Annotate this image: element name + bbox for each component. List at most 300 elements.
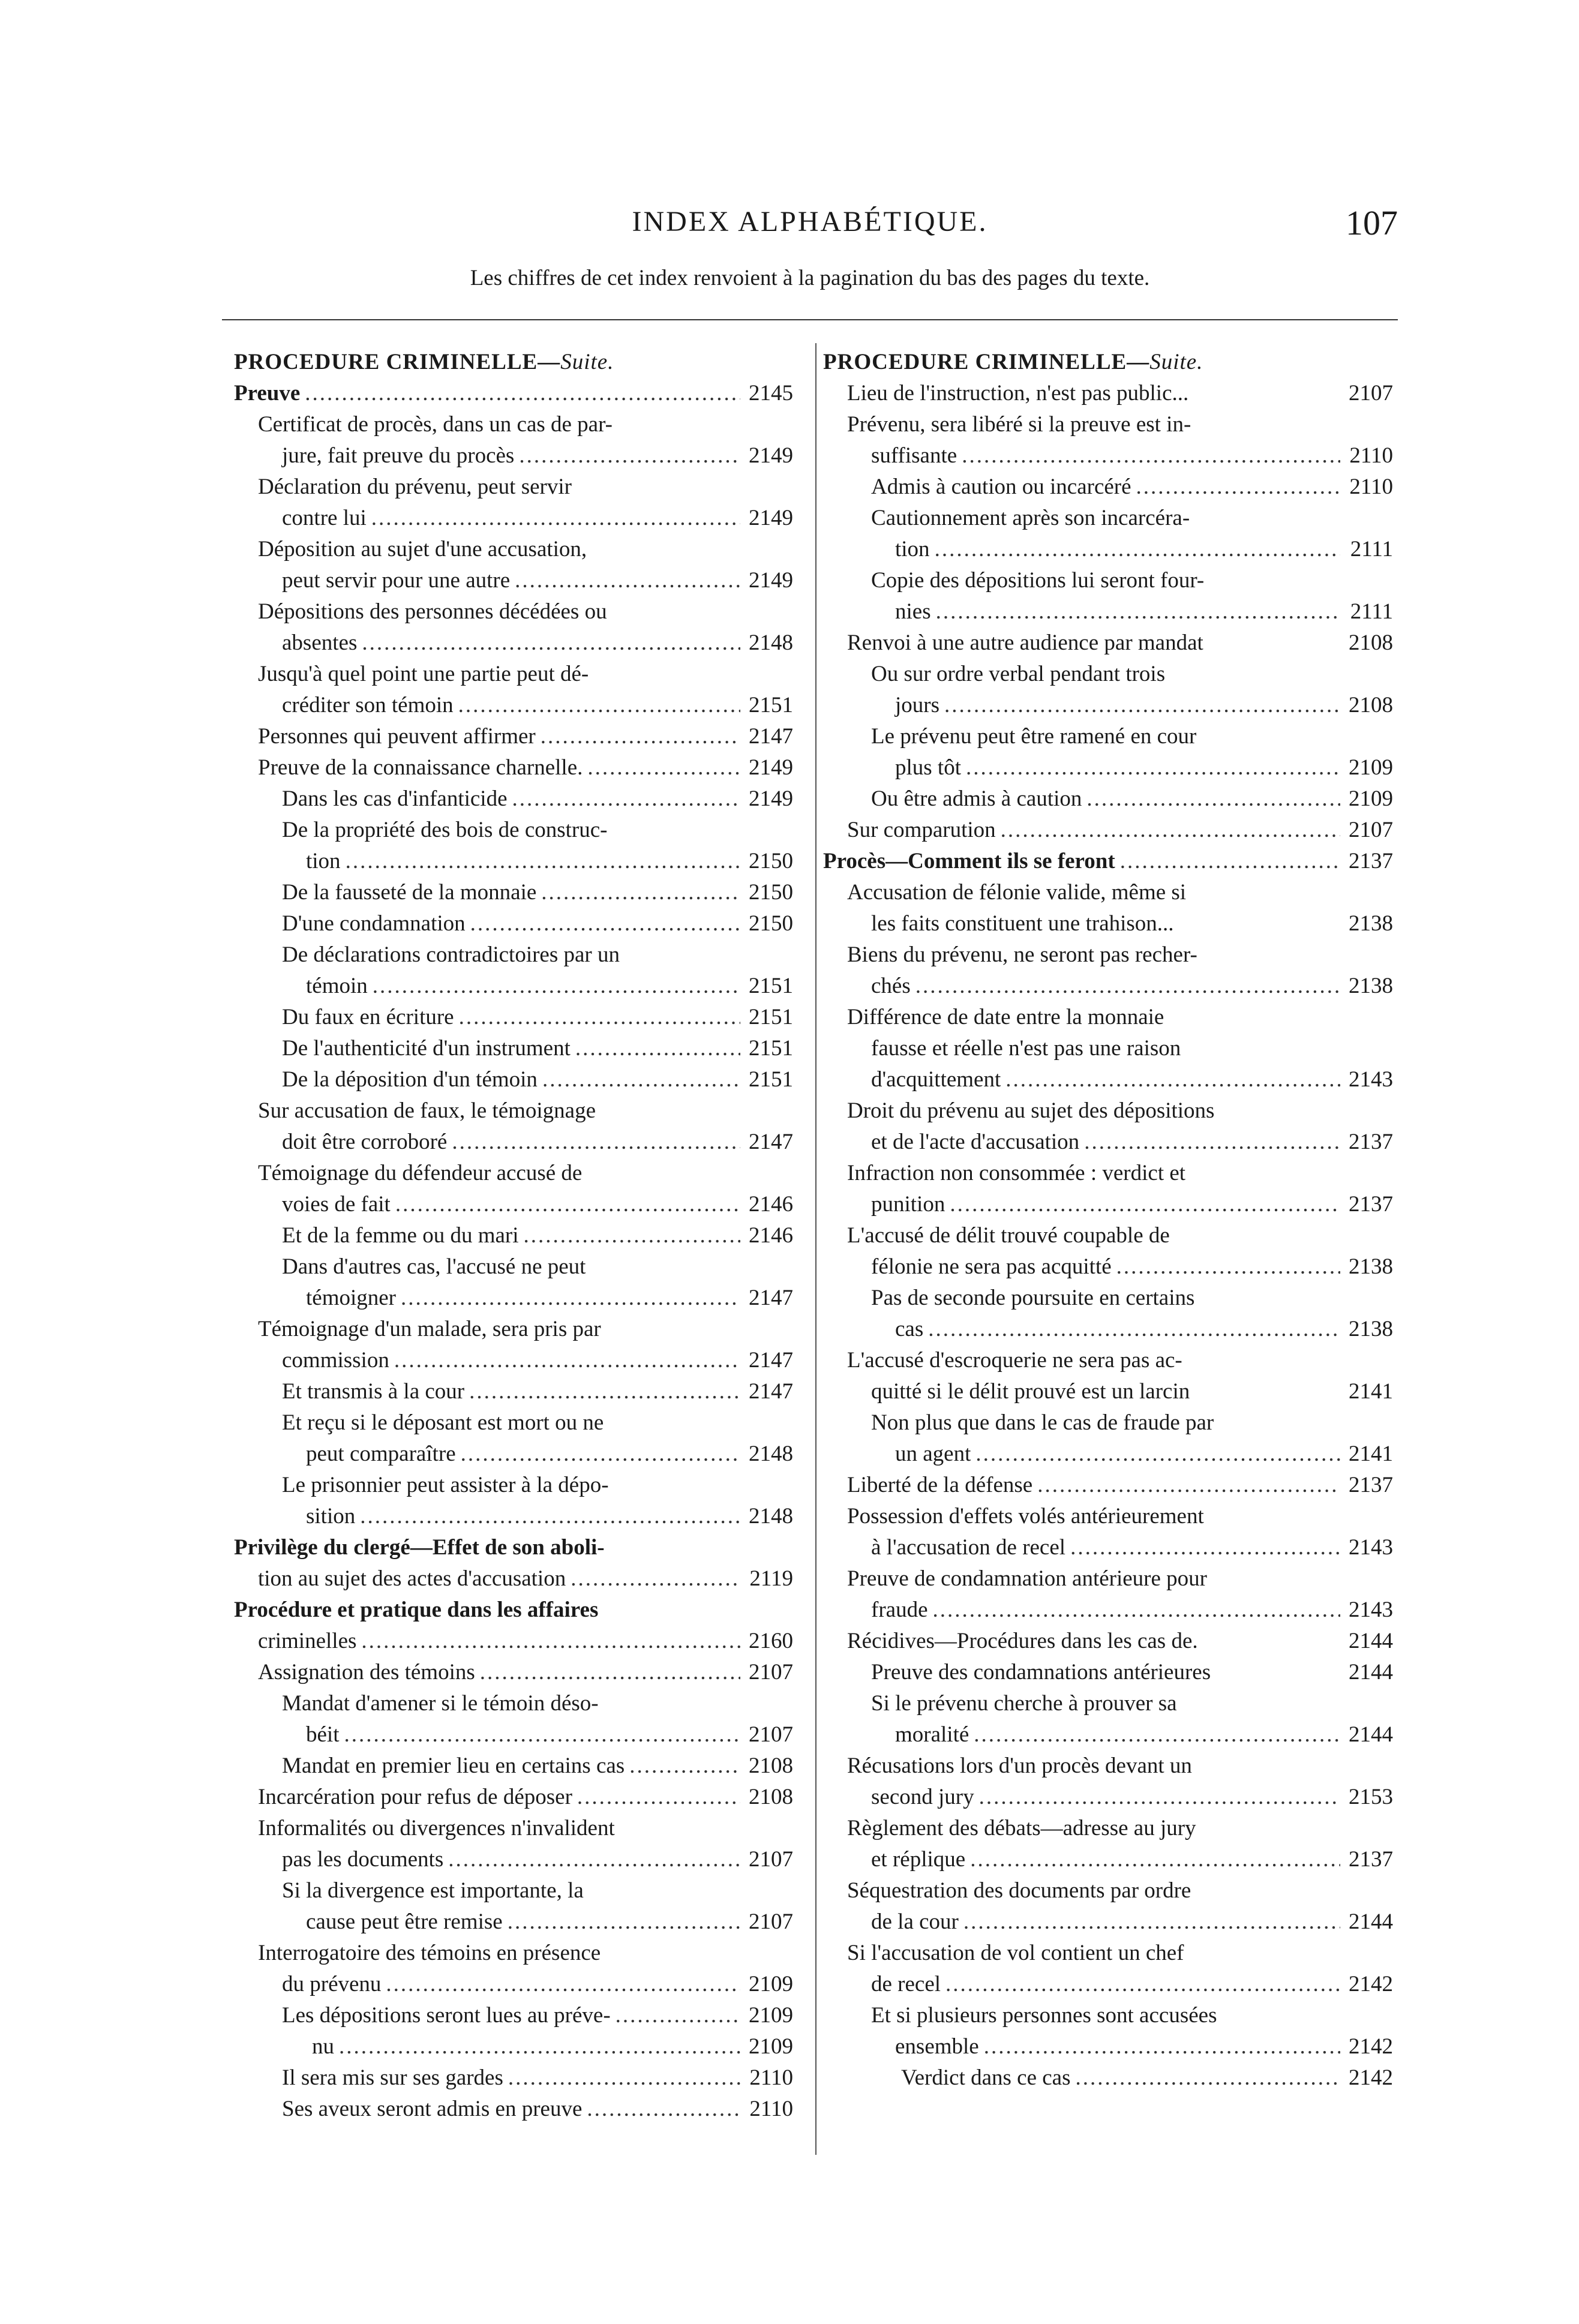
index-note: Les chiffres de cet index renvoient à la pagination du bas des pages du texte. [470,266,1150,290]
entry-line [823,1813,1393,1844]
page-reference: 2110 [749,2065,793,2090]
entry-text: chés [871,974,911,998]
entry-text: Du faux en écriture [282,1005,454,1029]
page-reference: 2149 [749,568,793,593]
index-entry [234,2062,793,2094]
entry-line [823,939,1393,971]
index-entry [234,783,793,815]
leader-dots [458,690,740,721]
entry-text: Si le prévenu cherche à prouver sa [871,1691,1177,1716]
entry-text: Renvoi à une autre audience par mandat [847,630,1203,655]
index-entry [823,1470,1393,1501]
entry-line [234,2094,793,2125]
entry-text: Accusation de félonie valide, même si [847,880,1187,905]
page-reference: 2144 [1349,1660,1393,1685]
index-entry [823,815,1393,846]
entry-text: Admis à caution ou incarcéré [871,475,1131,499]
entry-line [823,877,1393,908]
entry-line [234,409,793,440]
entry-text: Et si plusieurs personnes sont accusées [871,2003,1217,2028]
page-reference: 2137 [1349,1847,1393,1872]
entry-line [234,1407,793,1439]
right-entries [823,378,1393,2094]
entry-text: Différence de date entre la monnaie [847,1005,1164,1029]
leader-dots [461,1439,740,1470]
index-entry [234,1407,793,1470]
entry-line [823,1283,1393,1314]
entry-text: De la propriété des bois de construc- [282,818,608,842]
leader-dots [395,1189,740,1220]
entry-text: Assignation des témoins [258,1660,475,1685]
entry-line [823,2062,1393,2094]
entry-text: et réplique [871,1847,966,1872]
index-entry [234,1251,793,1314]
page-reference: 2142 [1349,2034,1393,2059]
entry-line [234,1501,793,1532]
index-entry [823,1938,1393,2000]
page-reference: 2141 [1349,1379,1393,1404]
leader-dots [1116,1251,1340,1283]
entry-text: béit [306,1722,340,1747]
entry-line [823,1750,1393,1782]
entry-text: jure, fait preuve du procès [282,443,515,468]
entry-text: L'accusé de délit trouvé coupable de [847,1223,1170,1248]
entry-text: Si la divergence est importante, la [282,1878,584,1903]
entry-line [234,534,793,565]
entry-text: Sur accusation de faux, le témoignage [258,1098,596,1123]
entry-text: Procédure et pratique dans les affaires [234,1598,599,1622]
leader-dots [963,1906,1340,1938]
entry-line [823,2031,1393,2062]
entry-line [823,1127,1393,1158]
entry-text: Dans d'autres cas, l'accusé ne peut [282,1254,586,1279]
index-entry [823,1407,1393,1470]
page-reference: 2149 [749,755,793,780]
entry-line [234,1626,793,1657]
page-reference: 2137 [1349,849,1393,873]
entry-line [234,908,793,939]
entry-text: Procès—Comment ils se feront [823,849,1115,873]
entry-line [823,1095,1393,1127]
leader-dots [480,1657,740,1688]
entry-line [823,752,1393,783]
entry-text: de la cour [871,1909,959,1934]
entry-line [823,1158,1393,1189]
entry-line [823,1501,1393,1532]
entry-text: punition [871,1192,945,1217]
entry-text: D'une condamnation [282,911,466,936]
index-entry [823,378,1393,409]
entry-text: Cautionnement après son incarcéra- [871,506,1190,530]
page-reference: 2137 [1349,1192,1393,1217]
page-reference: 2147 [749,1348,793,1373]
leader-dots [1086,783,1340,815]
leader-dots [305,378,740,409]
entry-text: Ses aveux seront admis en preuve [282,2097,583,2121]
leader-dots [508,2062,740,2094]
heading-text: PROCEDURE CRIMINELLE— [823,350,1150,374]
entry-line [234,1938,793,1969]
entry-text: Certificat de procès, dans un cas de par- [258,412,613,437]
entry-line [234,2000,793,2031]
page-reference: 2109 [749,2003,793,2028]
entry-line [823,534,1393,565]
index-entry [234,472,793,534]
page-reference: 2143 [1349,1067,1393,1092]
page-reference: 2146 [749,1192,793,1217]
page-reference: 2111 [1350,599,1393,624]
page-reference: 2110 [1349,475,1393,499]
leader-dots [933,1595,1341,1626]
entry-line [234,659,793,690]
index-entry [234,721,793,752]
entry-line [823,1064,1393,1095]
index-entry [823,1095,1393,1158]
entry-line [823,1220,1393,1251]
entry-text: Séquestration des documents par ordre [847,1878,1191,1903]
leader-dots [1005,1064,1340,1095]
entry-text: de recel [871,1972,941,1996]
entry-line [823,440,1393,472]
leader-dots [469,1376,740,1407]
page-reference: 2151 [749,974,793,998]
entry-text: plus tôt [895,755,961,780]
entry-text: Infraction non consommée : verdict et [847,1161,1186,1185]
entry-text: ensemble [895,2034,979,2059]
entry-text: quitté si le délit prouvé est un larcin [871,1379,1190,1404]
index-entry [234,1470,793,1532]
entry-text: Pas de seconde poursuite en certains [871,1286,1195,1310]
entry-line [234,1719,793,1750]
page-reference: 2147 [749,1286,793,1310]
entry-text: Dépositions des personnes décédées ou [258,599,607,624]
entry-text: Biens du prévenu, ne seront pas recher- [847,942,1197,967]
index-entry [234,1158,793,1220]
leader-dots [524,1220,740,1251]
leader-dots [515,565,740,596]
leader-dots [394,1345,740,1376]
leader-dots [975,1439,1340,1470]
leader-dots [339,2031,740,2062]
page-reference: 2150 [749,880,793,905]
page-reference: 2110 [749,2097,793,2121]
page-reference: 2149 [749,786,793,811]
entry-text: Verdict dans ce cas [901,2065,1071,2090]
leader-dots [936,596,1340,627]
entry-line [234,1283,793,1314]
entry-text: Personnes qui peuvent affirmer [258,724,536,749]
entry-line [234,1064,793,1095]
leader-dots [587,2094,740,2125]
leader-dots [459,1002,740,1033]
entry-text: De la fausseté de la monnaie [282,880,537,905]
entry-line [823,1002,1393,1033]
page-number: 107 [1346,203,1398,242]
entry-text: Le prévenu peut être ramené en cour [871,724,1197,749]
entry-line [234,1969,793,2000]
entry-line [234,1657,793,1688]
entry-text: nu [312,2034,334,2059]
entry-line [823,1563,1393,1595]
entry-text: Et reçu si le déposant est mort ou ne [282,1410,604,1435]
leader-dots [452,1127,740,1158]
entry-line [823,1875,1393,1906]
entry-text: Preuve de la connaissance charnelle. [258,755,583,780]
page-reference: 2138 [1349,974,1393,998]
left-column [234,347,793,2125]
entry-line [234,596,793,627]
leader-dots [541,721,740,752]
entry-line [234,2031,793,2062]
leader-dots [512,783,740,815]
page-reference: 2149 [749,443,793,468]
entry-line [234,1095,793,1127]
leader-dots [950,1189,1340,1220]
right-column [823,347,1393,2094]
entry-text: félonie ne sera pas acquitté [871,1254,1112,1279]
page-reference: 2109 [1349,755,1393,780]
leader-dots [519,440,740,472]
page-reference: 2108 [1349,693,1393,717]
leader-dots [542,1064,740,1095]
entry-line [823,1782,1393,1813]
index-entry [823,2062,1393,2094]
leader-dots [970,1844,1340,1875]
entry-text: sition [306,1504,356,1529]
entry-line [823,1251,1393,1283]
left-entries [234,378,793,2125]
entry-text: Récidives—Procédures dans les cas de. [847,1629,1198,1653]
leader-dots [1120,846,1340,877]
index-entry [234,659,793,721]
entry-text: Témoignage du défendeur accusé de [258,1161,583,1185]
leader-dots [915,971,1340,1002]
entry-line [823,378,1393,409]
entry-line [823,1439,1393,1470]
page-reference: 2148 [749,1442,793,1466]
entry-line [234,690,793,721]
entry-text: contre lui [282,506,367,530]
entry-line [234,1220,793,1251]
page-reference: 2160 [749,1629,793,1653]
entry-text: témoin [306,974,368,998]
entry-text: pas les documents [282,1847,444,1872]
entry-line [234,1906,793,1938]
leader-dots [1084,1127,1340,1158]
page-reference: 2144 [1349,1722,1393,1747]
entry-text: suffisante [871,443,957,468]
entry-text: Déposition au sujet d'une accusation, [258,537,587,562]
entry-text: Jusqu'à quel point une partie peut dé- [258,662,589,686]
index-entry [234,2000,793,2031]
index-entry [823,721,1393,783]
index-entry [234,534,793,596]
entry-text: Règlement des débats—adresse au jury [847,1816,1196,1840]
entry-line [823,596,1393,627]
leader-dots [966,752,1340,783]
entry-text: De la déposition d'un témoin [282,1067,538,1092]
entry-line [823,627,1393,659]
index-entry [234,1688,793,1750]
heading-text: PROCEDURE CRIMINELLE— [234,350,561,374]
leader-dots [962,440,1340,472]
page-reference: 2142 [1349,1972,1393,1996]
entry-line [234,1314,793,1345]
index-entry [234,1938,793,2000]
index-entry [234,1314,793,1376]
entry-line [823,908,1393,939]
entry-line [234,939,793,971]
entry-text: fraude [871,1598,928,1622]
leader-dots [362,627,740,659]
page-reference: 2107 [749,1909,793,1934]
index-entry [234,378,793,409]
page-reference: 2107 [749,1722,793,1747]
leader-dots [979,1782,1340,1813]
page-reference: 2137 [1349,1130,1393,1154]
entry-line [823,1938,1393,1969]
index-entry [823,2000,1393,2062]
entry-text: voies de fait [282,1192,391,1217]
entry-text: Sur comparution [847,818,996,842]
entry-text: Il sera mis sur ses gardes [282,2065,503,2090]
entry-text: tion au sujet des actes d'accusation [258,1566,566,1591]
entry-line [234,378,793,409]
entry-text: Possession d'effets volés antérieurement [847,1504,1204,1529]
index-entry [823,1501,1393,1563]
left-column-heading [234,347,793,378]
leader-dots [386,1969,740,2000]
entry-text: Preuve des condamnations antérieures [871,1660,1211,1685]
leader-dots [361,1626,740,1657]
entry-text: à l'accusation de recel [871,1535,1066,1560]
index-entry [823,1813,1393,1875]
index-entry [234,1532,793,1595]
entry-line [234,1532,793,1563]
entry-line [234,1376,793,1407]
leader-dots [945,1969,1340,2000]
entry-text: Lieu de l'instruction, n'est pas public... [847,381,1189,406]
index-entry [823,1626,1393,1657]
page-reference: 2138 [1349,1317,1393,1341]
page-reference: 2107 [1349,381,1393,406]
page-reference: 2144 [1349,1629,1393,1653]
entry-text: cas [895,1317,924,1341]
leader-dots [587,752,740,783]
entry-text: Si l'accusation de vol contient un chef [847,1941,1184,1965]
entry-text: fausse et réelle n'est pas une raison [871,1036,1181,1061]
entry-text: Preuve de condamnation antérieure pour [847,1566,1207,1591]
entry-text: peut comparaître [306,1442,456,1466]
page-reference: 2143 [1349,1535,1393,1560]
entry-line [234,971,793,1002]
entry-text: doit être corroboré [282,1130,448,1154]
page-reference: 2146 [749,1223,793,1248]
entry-text: Droit du prévenu au sujet des dépositions [847,1098,1215,1123]
index-entry [234,1657,793,1688]
entry-text: moralité [895,1722,969,1747]
entry-line [823,1719,1393,1750]
entry-line [234,1251,793,1283]
page-reference: 2108 [749,1785,793,1809]
index-entry [234,1750,793,1782]
leader-dots [616,2000,740,2031]
index-entry [823,659,1393,721]
entry-line [234,440,793,472]
page-reference: 2107 [749,1660,793,1685]
entry-line [234,1002,793,1033]
entry-line [234,1158,793,1189]
page-reference: 2144 [1349,1909,1393,1934]
entry-line [234,1875,793,1906]
page-reference: 2148 [749,630,793,655]
index-entry [234,1875,793,1938]
index-entry [823,939,1393,1002]
entry-line [234,2062,793,2094]
entry-line [234,1688,793,1719]
page-reference: 2151 [749,693,793,717]
entry-text: Récusations lors d'un procès devant un [847,1753,1192,1778]
leader-dots [1037,1470,1340,1501]
page-reference: 2107 [749,1847,793,1872]
entry-line [823,1688,1393,1719]
entry-line [823,1906,1393,1938]
index-entry [234,1064,793,1095]
entry-text: jours [895,693,939,717]
leader-dots [371,503,740,534]
page-reference: 2145 [749,381,793,406]
page-reference: 2151 [749,1036,793,1061]
index-entry [823,1563,1393,1626]
entry-text: du prévenu [282,1972,382,1996]
entry-text: Interrogatoire des témoins en présence [258,1941,601,1965]
index-entry [823,1220,1393,1283]
entry-text: Les dépositions seront lues au préve- [282,2003,611,2028]
index-entry [823,1688,1393,1750]
entry-line [234,877,793,908]
entry-line [823,1033,1393,1064]
entry-text: De l'authenticité d'un instrument [282,1036,571,1061]
leader-dots [944,690,1340,721]
leader-dots [1070,1532,1340,1563]
entry-text: nies [895,599,931,624]
page-header [222,205,1398,253]
entry-line [823,1969,1393,2000]
entry-text: Ou être admis à caution [871,786,1082,811]
page-title: INDEX ALPHABÉTIQUE. [632,206,988,238]
entry-line [823,1470,1393,1501]
page-reference: 2142 [1349,2065,1393,2090]
index-entry [823,783,1393,815]
entry-line [234,1345,793,1376]
entry-text: Privilège du clergé—Effet de son aboli- [234,1535,605,1560]
entry-line [823,721,1393,752]
leader-dots [974,1719,1340,1750]
entry-line [823,1595,1393,1626]
entry-text: Non plus que dans le cas de fraude par [871,1410,1214,1435]
leader-dots [577,1782,740,1813]
entry-line [823,1376,1393,1407]
entry-line [234,815,793,846]
index-entry [234,752,793,783]
entry-text: Preuve [234,381,301,406]
page-reference: 2153 [1349,1785,1393,1809]
entry-line [234,1563,793,1595]
leader-dots [575,1033,740,1064]
index-entry [234,1033,793,1064]
entry-line [234,1595,793,1626]
leader-dots [541,877,740,908]
